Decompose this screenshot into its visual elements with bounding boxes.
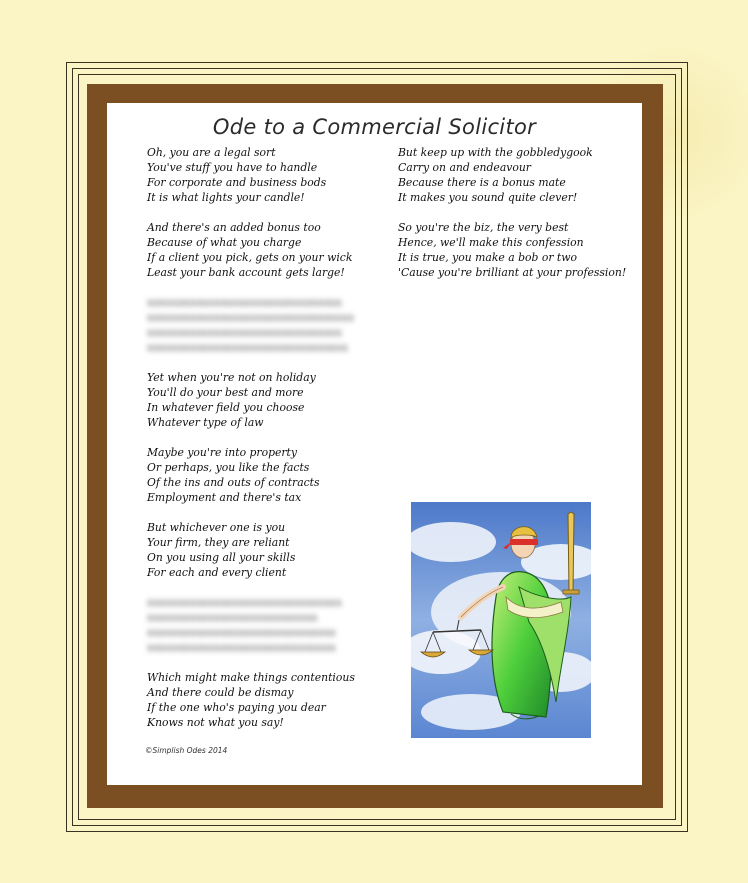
blurred-line: xxxxxxxxxxxxxxxxxxxxxxxxxxxxxxx bbox=[147, 641, 336, 654]
blurred-line: xxxxxxxxxxxxxxxxxxxxxxxxxxxxxxxxxx bbox=[147, 311, 355, 324]
stanza-6 bbox=[147, 670, 377, 730]
stanza-7 bbox=[398, 145, 638, 205]
poem-line: It is what lights your candle! bbox=[147, 191, 305, 204]
poem-line: But keep up with the gobbledygook bbox=[398, 146, 593, 159]
poem-line: You've stuff you have to handle bbox=[147, 161, 318, 174]
blurred-line: xxxxxxxxxxxxxxxxxxxxxxxxxxxxxxxx bbox=[147, 596, 342, 609]
poem-line: If a client you pick, gets on your wick bbox=[147, 251, 353, 264]
blurred-line: xxxxxxxxxxxxxxxxxxxxxxxxxxxxxxxx bbox=[147, 326, 342, 339]
poem-line: Oh, you are a legal sort bbox=[147, 146, 276, 159]
lady-justice-illustration bbox=[411, 502, 591, 738]
poem-line: You'll do your best and more bbox=[147, 386, 304, 399]
poem-line: Your firm, they are reliant bbox=[147, 536, 290, 549]
stanza-3 bbox=[147, 370, 377, 430]
poem-line: Because there is a bonus mate bbox=[398, 176, 566, 189]
poem-line: And there could be dismay bbox=[147, 686, 294, 699]
poem-line: Maybe you're into property bbox=[147, 446, 297, 459]
right-column bbox=[398, 145, 638, 295]
poem-line: In whatever field you choose bbox=[147, 401, 305, 414]
poem-line: So you're the biz, the very best bbox=[398, 221, 569, 234]
poem-line: And there's an added bonus too bbox=[147, 221, 321, 234]
sword-icon bbox=[568, 512, 574, 592]
poem-title: Ode to a Commercial Solicitor bbox=[212, 115, 537, 139]
blurred-line: xxxxxxxxxxxxxxxxxxxxxxxxxxxxxxx bbox=[147, 626, 336, 639]
blurred-line: xxxxxxxxxxxxxxxxxxxxxxxxxxxxxxxx bbox=[147, 296, 342, 309]
poem-line: It is true, you make a bob or two bbox=[398, 251, 577, 264]
poem-line: 'Cause you're brilliant at your profession! bbox=[398, 266, 627, 279]
poem-line: Knows not what you say! bbox=[147, 716, 284, 729]
poem-line: Hence, we'll make this confession bbox=[398, 236, 584, 249]
stanza-4 bbox=[147, 445, 377, 505]
poem-line: On you using all your skills bbox=[147, 551, 296, 564]
poem-line: If the one who's paying you dear bbox=[147, 701, 326, 714]
poem-line: Employment and there's tax bbox=[147, 491, 302, 504]
stanza-1 bbox=[147, 145, 377, 205]
blindfold bbox=[510, 539, 538, 545]
stanza-8 bbox=[398, 220, 638, 280]
stanza-2 bbox=[147, 220, 377, 280]
poem-line: But whichever one is you bbox=[147, 521, 286, 534]
blurred-line: xxxxxxxxxxxxxxxxxxxxxxxxxxxxxxxxx bbox=[147, 341, 348, 354]
poem-line: Least your bank account gets large! bbox=[147, 266, 345, 279]
poem-line: For corporate and business bods bbox=[147, 176, 327, 189]
stanza-5 bbox=[147, 520, 377, 580]
left-column bbox=[147, 145, 377, 745]
poem-line: Which might make things contentious bbox=[147, 671, 355, 684]
blurred-line: xxxxxxxxxxxxxxxxxxxxxxxxxxxx bbox=[147, 611, 318, 624]
blurred-stanza-1 bbox=[147, 295, 377, 355]
poem-line: It makes you sound quite clever! bbox=[398, 191, 578, 204]
poem-line: Whatever type of law bbox=[147, 416, 264, 429]
copyright-notice: ©Simplish Odes 2014 bbox=[145, 746, 228, 755]
poem-line: Carry on and endeavour bbox=[398, 161, 531, 174]
poem-line: Because of what you charge bbox=[147, 236, 302, 249]
blurred-stanza-2 bbox=[147, 595, 377, 655]
poem-line: Of the ins and outs of contracts bbox=[147, 476, 320, 489]
poem-line: Yet when you're not on holiday bbox=[147, 371, 316, 384]
poem-line: For each and every client bbox=[147, 566, 287, 579]
poem-line: Or perhaps, you like the facts bbox=[147, 461, 310, 474]
poem-paper bbox=[107, 103, 642, 785]
